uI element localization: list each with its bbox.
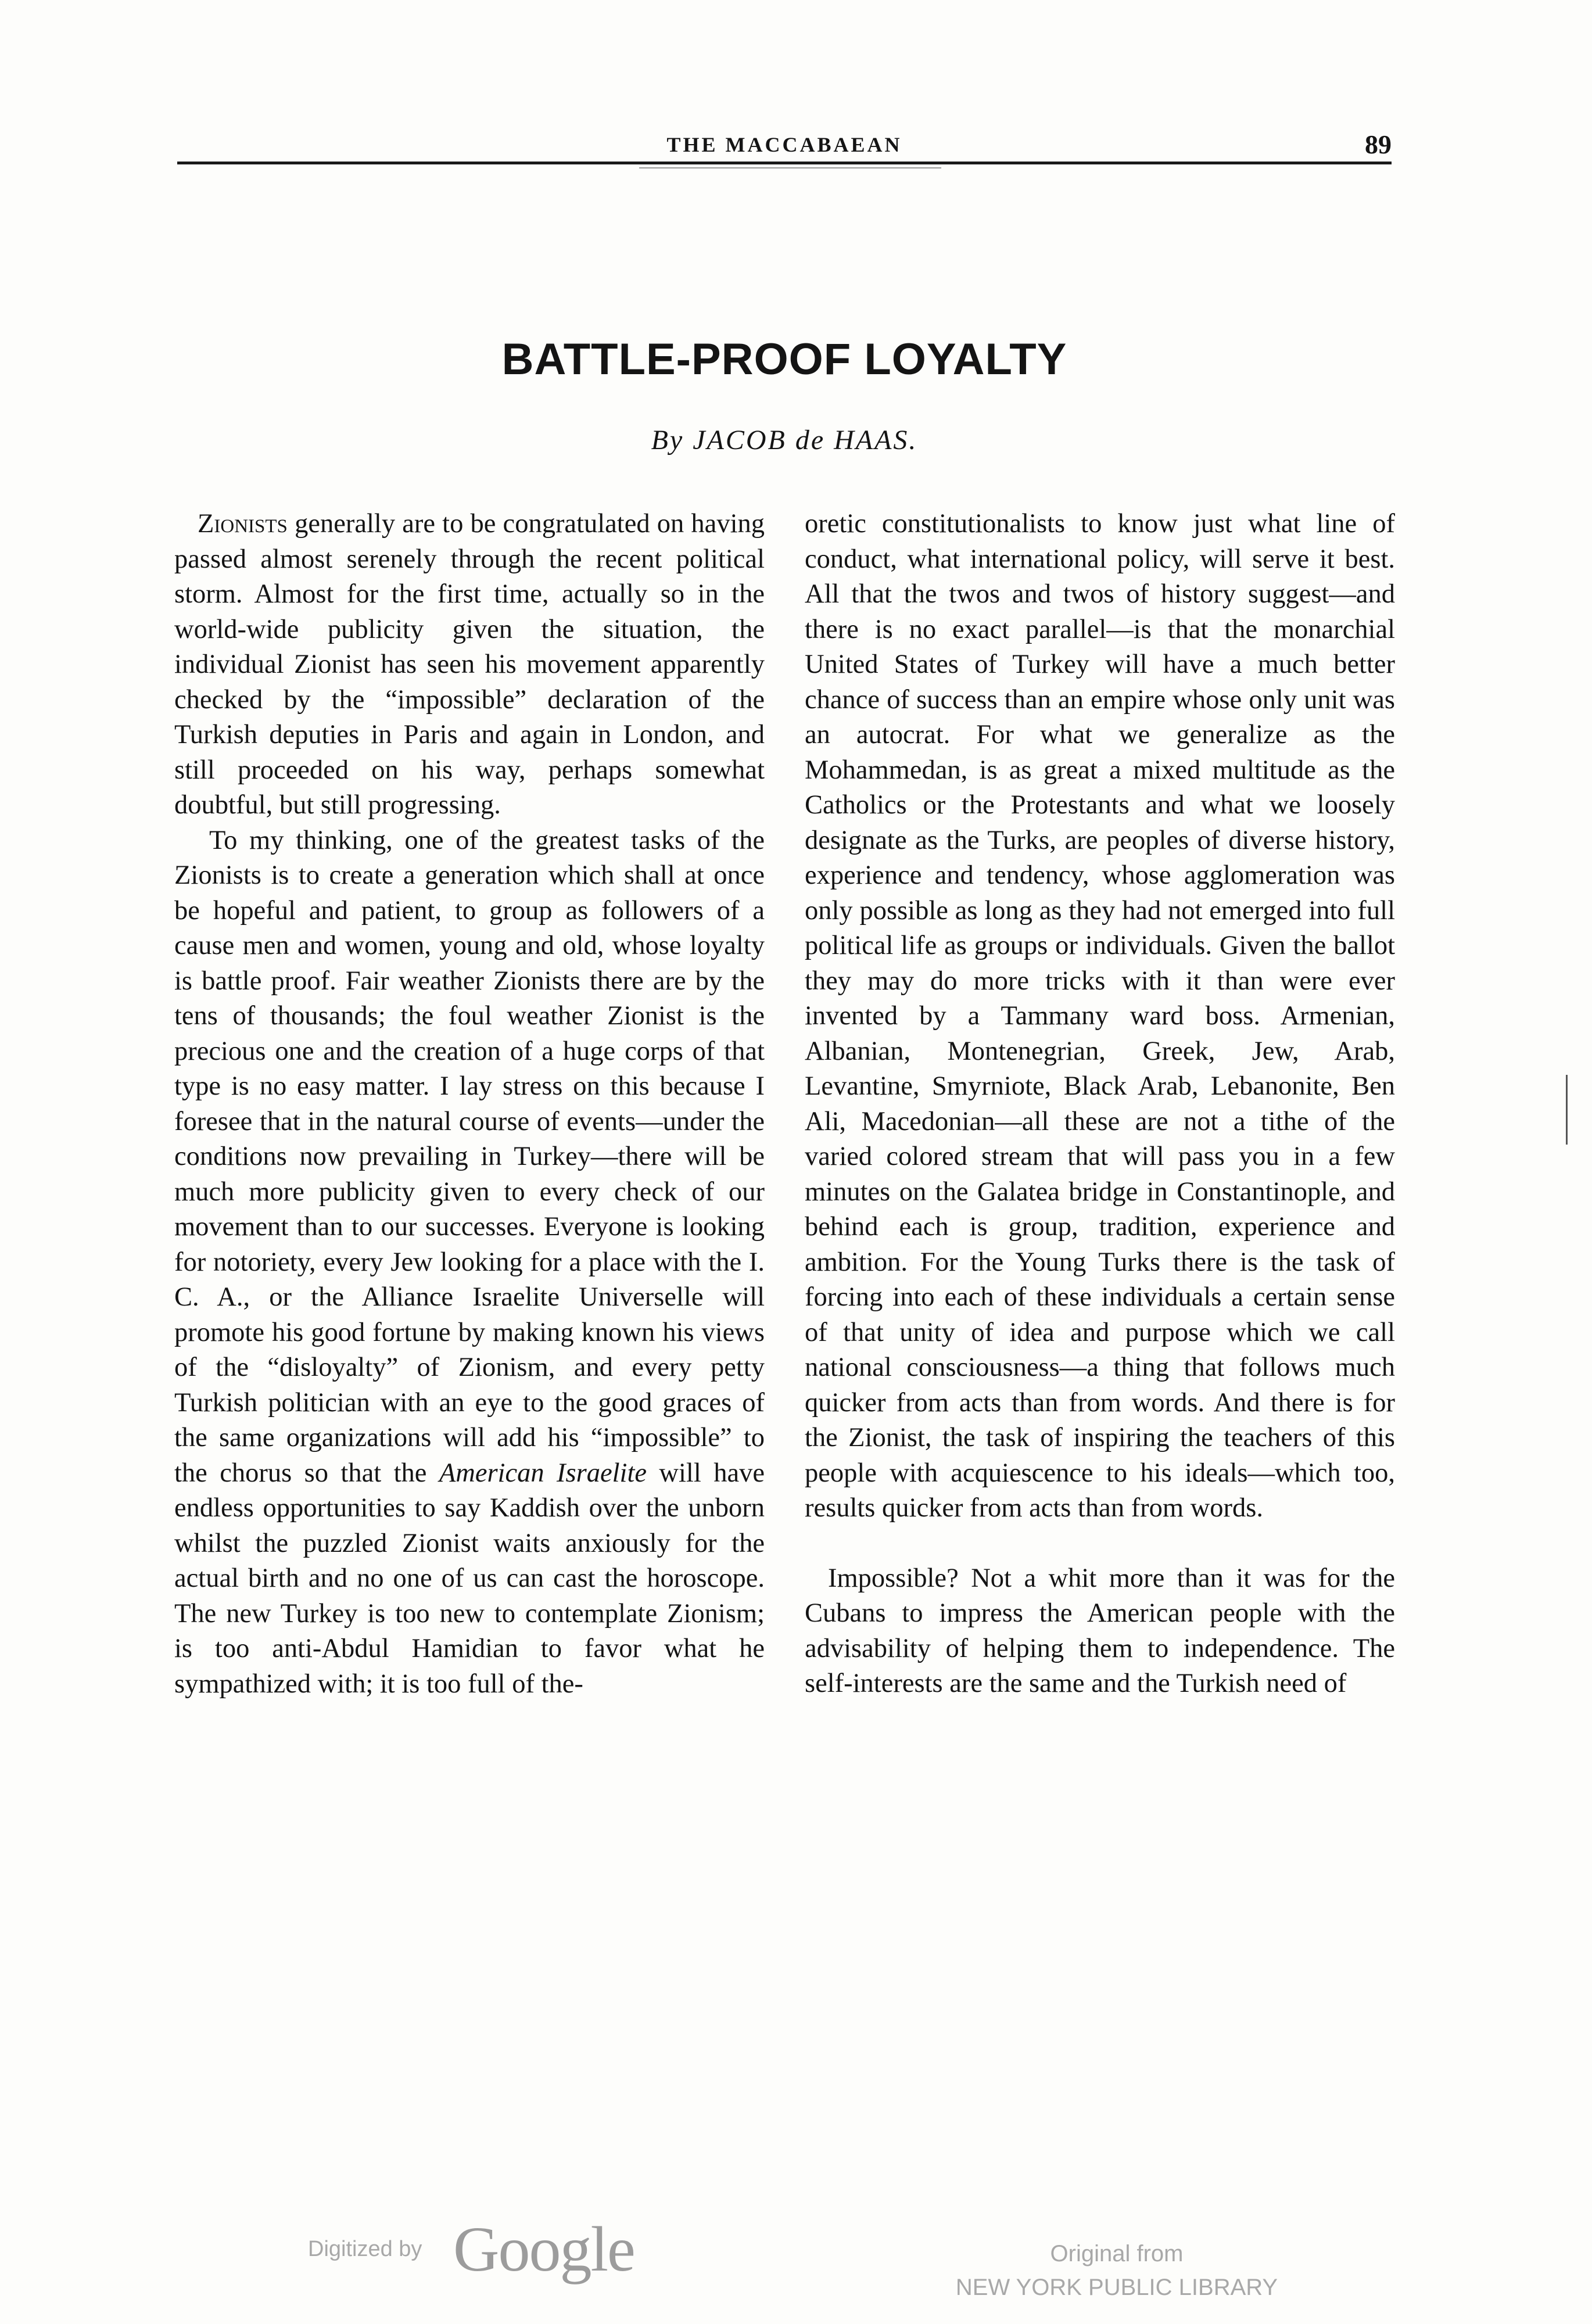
paragraph: Impossible? Not a whit more than it was for the Cubans to impress the American people with the advisability of helping them to independence. The self-interests are the same and the Turkish need of bbox=[805, 1563, 1395, 1698]
margin-mark bbox=[1566, 1075, 1568, 1145]
page-number: 89 bbox=[1365, 130, 1392, 159]
google-logo: Google bbox=[453, 2214, 634, 2284]
journal-name: THE MACCABAEAN bbox=[666, 133, 902, 156]
article-title: BATTLE-PROOF LOYALTY bbox=[501, 335, 1067, 384]
publication-title: American Israelite bbox=[439, 1458, 647, 1488]
paragraph bbox=[174, 823, 765, 1702]
paragraph-text: will have endless opportunities to say Kaddish over the unborn whilst the puzzled Zionist waits anxiously for the actual birth and no one of us can cast the horoscope. The new Turkey is too new to contemplate Zionism; is too anti-Abdul Hamidian to favor what he sympathized with; it is too full of the- bbox=[174, 1458, 765, 1699]
header-rule bbox=[177, 162, 1392, 164]
digitized-by-label: Digitized by bbox=[308, 2237, 422, 2261]
article-byline: By JACOB de HAAS. bbox=[651, 425, 918, 456]
left-column bbox=[174, 507, 765, 1702]
library-name: NEW YORK PUBLIC LIBRARY bbox=[955, 2275, 1278, 2300]
header-rule-secondary bbox=[639, 167, 941, 168]
paragraph: oretic constitutionalists to know just what line of conduct, what international policy, will serve it best. All that the twos and twos of history suggest—and there is no exact parallel—is that the monarchial United States of Turkey will have a much better chance of success than an empire whose only unit was an autocrat. For what we generalize as the Mohammedan, is as great a mixed multitude as the Catholics or the Protestants and what we loosely designate as the Turks, are peoples of diverse history, experience and tendency, whose agglomeration was only possible as long as they had not emerged into full political life as groups or individuals. Given the ballot they may do more tricks with it than were ever invented by a Tammany ward boss. Armenian, Albanian, Montenegrian, Greek, Jew, Arab, Levantine, Smyrniote, Black Arab, Lebanonite, Ben Ali, Macedonian—all these are not a tithe of the varied colored stream that will pass you in a few minutes on the Galatea bridge in Constantinople, and behind each is group, tradition, experience and ambition. For the Young Turks there is the task of forcing into each of these individuals a certain sense of that unity of idea and purpose which we call national consciousness—a thing that follows much quicker from acts than from words. And there is for the Zionist, the task of inspiring the teachers of this people with acquiescence to his ideals—which too, results quicker from acts than from words. bbox=[805, 509, 1395, 1523]
paragraph-text: To my thinking, one of the greatest tasks of the Zionists is to create a generation which shall at once be hopeful and patient, to group as followers of a cause men and women, young and old, whose loyalty is battle proof. Fair weather Zionists there are by the tens of thousands; the foul weather Zionist is the precious one and the creation of a huge corps of that type is no easy matter. I lay stress on this because I foresee that in the natural course of events—under the conditions now prevailing in Turkey—there will be much more publicity given to every check of our movement than to our successes. Everyone is looking for notoriety, every Jew looking for a place with the I. C. A., or the Alliance Israelite Universelle will promote his good fortune by making known his views of the “disloyalty” of Zionism, and every petty Turkish politician with an eye to the good graces of the same organizations will add his “impossible” to the chorus so that the bbox=[174, 825, 765, 1488]
right-column bbox=[805, 507, 1395, 1702]
lead-word: Zionists bbox=[198, 509, 288, 539]
source-attribution bbox=[937, 2237, 1297, 2304]
paragraph-text: generally are to be congratulated on having passed almost serenely through the recent political storm. Almost for the first time, actually so in the world-wide publicity given the situation, the individual Zionist has seen his movement apparently checked by the “impossible” declaration of the Turkish deputies in Paris and again in London, and still proceeded on his way, perhaps somewhat doubtful, but still progressing. bbox=[174, 509, 765, 820]
paragraph bbox=[174, 507, 765, 823]
original-from-label: Original from bbox=[1050, 2241, 1184, 2266]
running-header bbox=[177, 129, 1392, 164]
